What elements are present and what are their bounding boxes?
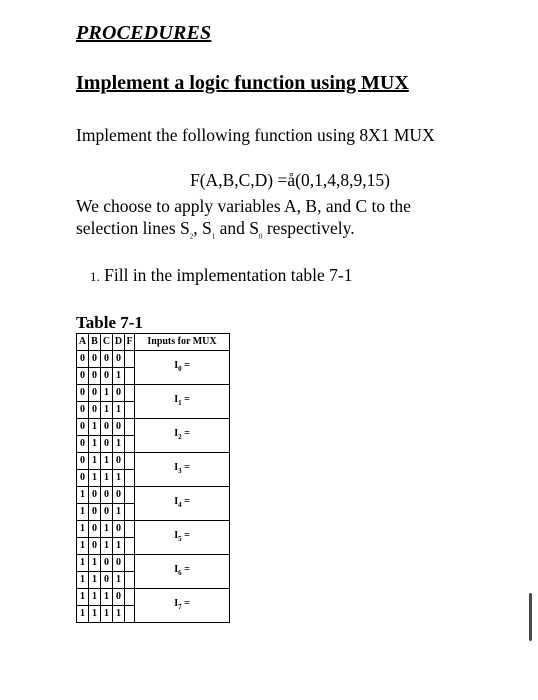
cell-d: 0: [113, 521, 125, 538]
cell-b: 0: [89, 351, 101, 368]
selection-text-part: respectively.: [262, 218, 355, 238]
selection-sep: , S: [193, 218, 212, 238]
header-mux-inputs: Inputs for MUX: [135, 334, 230, 351]
cell-f[interactable]: [125, 351, 135, 368]
cell-d: 1: [113, 606, 125, 623]
cell-d: 0: [113, 385, 125, 402]
cell-c: 0: [101, 436, 113, 453]
cell-d: 1: [113, 436, 125, 453]
step-text: Fill in the implementation table 7-1: [99, 265, 353, 285]
cell-f[interactable]: [125, 589, 135, 606]
mux-input-label: I: [174, 462, 179, 473]
cell-c: 0: [101, 504, 113, 521]
mux-input-label: I: [174, 598, 179, 609]
header-f: F: [125, 334, 135, 351]
mux-input-index: 0: [178, 365, 182, 373]
cell-f[interactable]: [125, 470, 135, 487]
cell-a: 0: [77, 453, 89, 470]
section-heading: Implement a logic function using MUX: [76, 72, 409, 94]
cell-a: 0: [77, 351, 89, 368]
cell-c: 0: [101, 351, 113, 368]
cell-f[interactable]: [125, 538, 135, 555]
selection-sub: 2: [189, 232, 194, 241]
cell-f[interactable]: [125, 504, 135, 521]
cell-mux-input[interactable]: [135, 453, 230, 487]
cell-b: 1: [89, 436, 101, 453]
cell-d: 1: [113, 538, 125, 555]
cell-mux-input[interactable]: [135, 487, 230, 521]
mux-input-equals: =: [181, 598, 190, 609]
mux-input-label: I: [174, 564, 179, 575]
header-c: C: [101, 334, 113, 351]
step-instruction: [90, 265, 352, 286]
mux-input-equals: =: [181, 394, 190, 405]
cell-f[interactable]: [125, 368, 135, 385]
cell-b: 0: [89, 504, 101, 521]
cell-c: 1: [101, 453, 113, 470]
function-expression: F(A,B,C,D) =å(0,1,4,8,9,15): [190, 170, 390, 190]
cell-a: 1: [77, 589, 89, 606]
cell-f[interactable]: [125, 572, 135, 589]
cell-d: 1: [113, 504, 125, 521]
cell-a: 1: [77, 606, 89, 623]
selection-text: [76, 195, 476, 248]
cell-c: 0: [101, 555, 113, 572]
cell-a: 1: [77, 555, 89, 572]
cell-f[interactable]: [125, 521, 135, 538]
cell-mux-input[interactable]: [135, 385, 230, 419]
cell-c: 1: [101, 589, 113, 606]
cell-f[interactable]: [125, 419, 135, 436]
header-d: D: [113, 334, 125, 351]
mux-input-label: I: [174, 496, 179, 507]
table-row: [77, 453, 230, 470]
mux-input-index: 3: [178, 467, 182, 475]
cell-a: 1: [77, 504, 89, 521]
cell-c: 0: [101, 368, 113, 385]
cell-c: 1: [101, 538, 113, 555]
cell-f[interactable]: [125, 453, 135, 470]
mux-input-index: 2: [178, 433, 182, 441]
mux-input-equals: =: [181, 496, 190, 507]
mux-input-index: 4: [178, 501, 182, 509]
cell-f[interactable]: [125, 402, 135, 419]
selection-sub: 1: [211, 232, 216, 241]
mux-input-equals: =: [181, 530, 190, 541]
cell-a: 0: [77, 402, 89, 419]
page-heading: PROCEDURES: [76, 22, 212, 44]
cell-b: 0: [89, 521, 101, 538]
implementation-table: [76, 333, 230, 623]
cell-b: 1: [89, 419, 101, 436]
selection-sub: 0: [258, 232, 263, 241]
cell-b: 1: [89, 589, 101, 606]
cell-f[interactable]: [125, 487, 135, 504]
table-row: [77, 351, 230, 368]
table-row: [77, 521, 230, 538]
scrollbar[interactable]: [529, 593, 532, 641]
mux-input-label: I: [174, 530, 179, 541]
cell-b: 0: [89, 538, 101, 555]
cell-mux-input[interactable]: [135, 419, 230, 453]
cell-c: 0: [101, 572, 113, 589]
table-row: [77, 385, 230, 402]
cell-b: 1: [89, 470, 101, 487]
cell-f[interactable]: [125, 385, 135, 402]
mux-input-equals: =: [181, 462, 190, 473]
mux-input-label: I: [174, 428, 179, 439]
cell-d: 1: [113, 470, 125, 487]
mux-input-index: 7: [178, 603, 182, 611]
selection-sep: and S: [215, 218, 259, 238]
mux-input-label: I: [174, 394, 179, 405]
cell-c: 1: [101, 402, 113, 419]
cell-d: 0: [113, 589, 125, 606]
cell-d: 0: [113, 419, 125, 436]
cell-a: 0: [77, 470, 89, 487]
cell-f[interactable]: [125, 606, 135, 623]
intro-text: Implement the following function using 8X1 MUX: [76, 125, 435, 145]
cell-a: 0: [77, 385, 89, 402]
cell-d: 0: [113, 487, 125, 504]
mux-input-label: I: [174, 360, 179, 371]
cell-d: 0: [113, 555, 125, 572]
cell-b: 0: [89, 368, 101, 385]
header-b: B: [89, 334, 101, 351]
cell-c: 0: [101, 487, 113, 504]
cell-a: 1: [77, 487, 89, 504]
mux-input-equals: =: [181, 428, 190, 439]
cell-mux-input[interactable]: [135, 351, 230, 385]
cell-d: 1: [113, 402, 125, 419]
cell-a: 0: [77, 436, 89, 453]
table-row: [77, 555, 230, 572]
cell-mux-input[interactable]: [135, 521, 230, 555]
cell-a: 0: [77, 368, 89, 385]
cell-b: 1: [89, 453, 101, 470]
cell-b: 0: [89, 402, 101, 419]
cell-f[interactable]: [125, 436, 135, 453]
cell-c: 1: [101, 385, 113, 402]
cell-a: 1: [77, 538, 89, 555]
cell-d: 1: [113, 572, 125, 589]
mux-input-index: 6: [178, 569, 182, 577]
mux-input-equals: =: [181, 360, 190, 371]
cell-a: 1: [77, 572, 89, 589]
cell-b: 0: [89, 487, 101, 504]
cell-c: 1: [101, 521, 113, 538]
header-a: A: [77, 334, 89, 351]
step-number: 1.: [90, 269, 100, 284]
cell-a: 1: [77, 521, 89, 538]
table-row: [77, 487, 230, 504]
cell-d: 0: [113, 453, 125, 470]
cell-d: 0: [113, 351, 125, 368]
table-row: [77, 419, 230, 436]
cell-c: 0: [101, 419, 113, 436]
selection-text-part: We choose to apply variables A, B, and C to the selection lines S: [76, 196, 411, 238]
mux-input-index: 1: [178, 399, 182, 407]
cell-mux-input[interactable]: [135, 555, 230, 589]
cell-b: 1: [89, 572, 101, 589]
mux-input-equals: =: [181, 564, 190, 575]
cell-b: 1: [89, 606, 101, 623]
cell-a: 0: [77, 419, 89, 436]
table-header-row: [77, 334, 230, 351]
cell-c: 1: [101, 606, 113, 623]
mux-input-index: 5: [178, 535, 182, 543]
cell-mux-input[interactable]: [135, 589, 230, 623]
cell-b: 0: [89, 385, 101, 402]
cell-b: 1: [89, 555, 101, 572]
table-row: [77, 589, 230, 606]
cell-f[interactable]: [125, 555, 135, 572]
table-caption: Table 7-1: [76, 313, 143, 332]
cell-d: 1: [113, 368, 125, 385]
cell-c: 1: [101, 470, 113, 487]
